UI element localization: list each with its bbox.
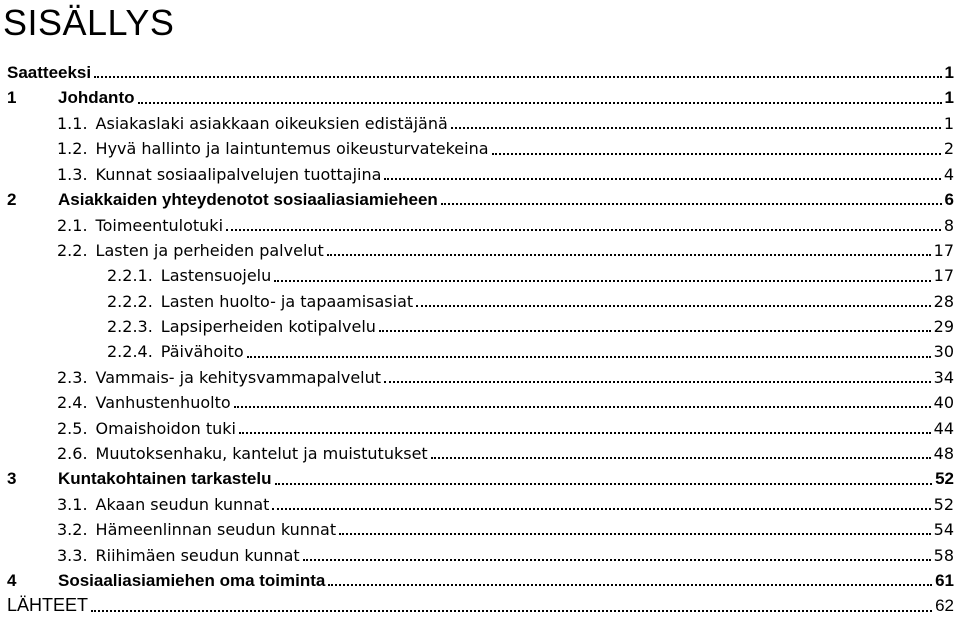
dot-leader [327,253,931,256]
dot-leader [451,126,941,129]
dot-leader [274,279,930,282]
toc-entry-page-number: 1 [944,62,954,82]
dot-leader [234,405,931,408]
toc-entry-number: 2.1. [57,215,88,235]
dot-leader [492,152,941,155]
toc-entry-number: 2.2.1. [107,266,153,286]
toc-entry-title: Lapsiperheiden kotipalvelu [160,317,376,337]
toc-entry-number: 1.1. [57,113,88,133]
page-title: SISÄLLYS [3,2,175,43]
toc-entry-page-number: 54 [933,520,954,540]
toc-entry[interactable] [0,542,960,567]
toc-entry-number: 2.2.4. [107,342,153,362]
toc-entry-page-number: 62 [935,595,954,615]
toc-entry-page-number: 17 [933,240,954,260]
dot-leader [247,355,931,358]
toc-entry-number: 3 [7,468,17,488]
toc-entry-number: 1.2. [57,139,88,159]
dot-leader [339,532,931,535]
toc-entry-number: 3.2. [57,520,88,540]
toc-entry-page-number: 2 [943,139,954,159]
toc-entry-page-number: 30 [933,342,954,362]
toc-entry-page-number: 48 [933,444,954,464]
toc-entry-number: 2 [7,189,17,209]
dot-leader [441,202,942,205]
toc-entry[interactable] [0,85,960,110]
toc-entry-page-number: 34 [933,367,954,387]
toc-entry-page-number: 28 [933,291,954,311]
toc-entry-page-number: 29 [933,317,954,337]
toc-entry[interactable] [0,212,960,237]
dot-leader [272,507,930,510]
toc-entry-page-number: 6 [944,189,954,209]
toc-entry-page-number: 52 [933,494,954,514]
toc-entry[interactable] [0,466,960,491]
dot-leader [94,75,941,78]
toc-entry[interactable] [0,187,960,212]
toc-entry-page-number: 61 [935,570,954,590]
toc-entry[interactable] [0,238,960,263]
toc-entry-page-number: 1 [943,113,954,133]
toc-entry[interactable] [0,136,960,161]
table-of-contents [0,60,960,619]
dot-leader [431,456,931,459]
toc-entry-page-number: 4 [943,164,954,184]
toc-entry[interactable] [0,111,960,136]
toc-entry[interactable] [0,492,960,517]
dot-leader [239,431,931,434]
toc-entry[interactable] [0,314,960,339]
toc-entry-number: 1.3. [57,164,88,184]
toc-entry-page-number: 44 [933,418,954,438]
toc-entry-number: 2.2.2. [107,291,153,311]
toc-entry[interactable] [0,441,960,466]
toc-entry-page-number: 58 [933,545,954,565]
toc-entry-title: Kunnat sosiaalipalvelujen tuottajina [95,164,382,184]
toc-entry-page-number: 17 [933,266,954,286]
toc-entry-title: Saatteeksi [7,62,92,82]
toc-entry-title: Omaishoidon tuki [95,418,236,438]
toc-entry-number: 3.3. [57,545,88,565]
toc-entry[interactable] [0,263,960,288]
dot-leader [275,482,933,485]
toc-entry-title: Sosiaaliasiamiehen oma toiminta [58,570,326,590]
toc-entry-title: Toimeentulotuki [95,215,224,235]
dot-leader [138,101,942,104]
toc-entry[interactable] [0,339,960,364]
toc-entry-title: Lasten huolto- ja tapaamisasiat [160,291,414,311]
toc-entry[interactable] [0,390,960,415]
toc-entry[interactable] [0,593,960,618]
toc-entry-title: Vanhustenhuolto [95,393,231,413]
toc-entry-page-number: 40 [933,393,954,413]
toc-entry-number: 2.5. [57,418,88,438]
toc-entry-number: 4 [7,570,17,590]
dot-leader [328,583,932,586]
toc-entry[interactable] [0,162,960,187]
toc-entry-title: LÄHTEET [7,595,89,616]
toc-entry-number: 2.2. [57,240,88,260]
dot-leader [384,380,931,383]
toc-entry-number: 2.2.3. [107,317,153,337]
toc-entry-title: Asiakkaiden yhteydenotot sosiaaliasiamieheen [58,189,438,209]
toc-entry-number: 2.3. [57,367,88,387]
toc-entry[interactable] [0,365,960,390]
toc-entry-number: 1 [7,88,17,108]
dot-leader [91,609,932,612]
toc-entry-number: 3.1. [57,494,88,514]
toc-entry-title: Riihimäen seudun kunnat [95,545,300,565]
toc-entry[interactable] [0,415,960,440]
dot-leader [303,558,931,561]
toc-entry-title: Lastensuojelu [160,266,272,286]
dot-leader [226,228,941,231]
toc-entry-title: Hämeenlinnan seudun kunnat [95,520,337,540]
toc-entry-title: Johdanto [58,88,135,108]
toc-entry-number: 2.6. [57,444,88,464]
toc-entry[interactable] [0,60,960,85]
dot-leader [379,329,931,332]
toc-entry-title: Akaan seudun kunnat [95,494,270,514]
toc-entry-title: Vammais- ja kehitysvammapalvelut [95,367,382,387]
toc-entry[interactable] [0,289,960,314]
dot-leader [416,304,931,307]
dot-leader [384,177,940,180]
toc-entry[interactable] [0,568,960,593]
toc-entry-title: Asiakaslaki asiakkaan oikeuksien edistäjänä [95,113,448,133]
toc-entry-title: Lasten ja perheiden palvelut [95,240,324,260]
toc-entry-page-number: 1 [944,88,954,108]
toc-entry[interactable] [0,517,960,542]
toc-entry-title: Hyvä hallinto ja laintuntemus oikeusturvatekeina [95,139,489,159]
toc-entry-title: Kuntakohtainen tarkastelu [58,468,272,488]
toc-entry-page-number: 52 [935,468,954,488]
toc-entry-title: Päivähoito [160,342,244,362]
toc-entry-title: Muutoksenhaku, kantelut ja muistutukset [95,444,428,464]
toc-entry-number: 2.4. [57,393,88,413]
toc-entry-page-number: 8 [943,215,954,235]
